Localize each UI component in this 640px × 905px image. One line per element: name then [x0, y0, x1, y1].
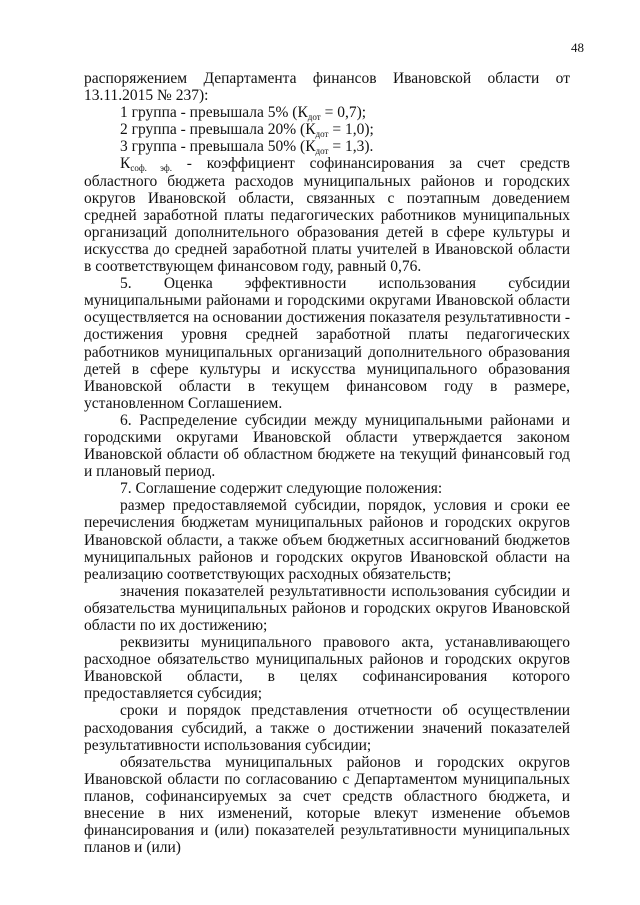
coefficient-paragraph: $К_{соф. эф.}$ - коэффициент софинансирования за счет средств областного бюджета расходов муниципальных районов и городских округов Ивановской области, связанных с поэтапным доведением средней заработной платы педагогических работников муниципальных организаций дополнительного образования детей в сфере культуры и искусства до средней заработной платы учителей в Ивановской области в соответствующем финансовом году, равный 0,76. — [84, 155, 570, 276]
group-line-2: 2 группа - превышала 20% $(К_{дот} = 1,0)$; — [120, 121, 374, 140]
provision-item-5: обязательства муниципальных районов и городских округов Ивановской области по согласованию с Департаментом муниципальных планов, софинансируемых за счет средств областного бюджета, и внесение в них изменений, которые влекут изменение объемов финансирования и (или) показателей результативности муниципальных планов и (или) — [84, 753, 570, 857]
provision-item-2: значения показателей результативности использования субсидии и обязательства муниципальных районов и городских округов Ивановской области по их достижению; — [84, 582, 570, 634]
paragraph-5: 5. Оценка эффективности использования субсидии муниципальными районами и городскими округами Ивановской области осуществляется на основании достижения показателя результативности - достижения уровня средней заработной платы педагогических работников муниципальных организаций дополнительного образования детей в сфере культуры и искусства муниципального образования Ивановской области в текущем финансовом году в размере, установленном Соглашением. — [84, 275, 570, 412]
provision-item-4: сроки и порядок представления отчетности об осуществлении расходования субсидий, а также о достижении значений показателей результативности использования субсидии; — [84, 702, 570, 754]
group-line-1: 1 группа - превышала 5% $(К_{дот} = 0,7)$; — [120, 104, 367, 123]
group-line-3: 3 группа - превышала 50% $(К_{дот} = 1,3)$. — [120, 138, 374, 157]
provision-item-3: реквизиты муниципального правового акта, устанавливающего расходное обязательство муниципальных районов и городских округов Ивановской области, в целях софинансирования которого предоставляется субсидия; — [84, 634, 570, 703]
page-number: 48 — [571, 40, 584, 55]
provision-item-1: размер предоставляемой субсидии, порядок, условия и сроки ее перечисления бюджетам муниципальных районов и городских округов Ивановской области, а также объем бюджетных ассигнований бюджетов муниципальных районов и городских округов Ивановской области на реализацию соответствующих расходных обязательств; — [84, 497, 570, 583]
document-body — [84, 70, 570, 856]
paragraph-7: 7. Соглашение содержит следующие положения: — [120, 480, 443, 498]
intro-paragraph: распоряжением Департамента финансов Ивановской области от 13.11.2015 № 237): — [84, 70, 570, 105]
paragraph-6: 6. Распределение субсидии между муниципальными районами и городскими округами Ивановской области утверждается законом Ивановской области об областном бюджете на текущий финансовый год и плановый период. — [84, 411, 570, 481]
